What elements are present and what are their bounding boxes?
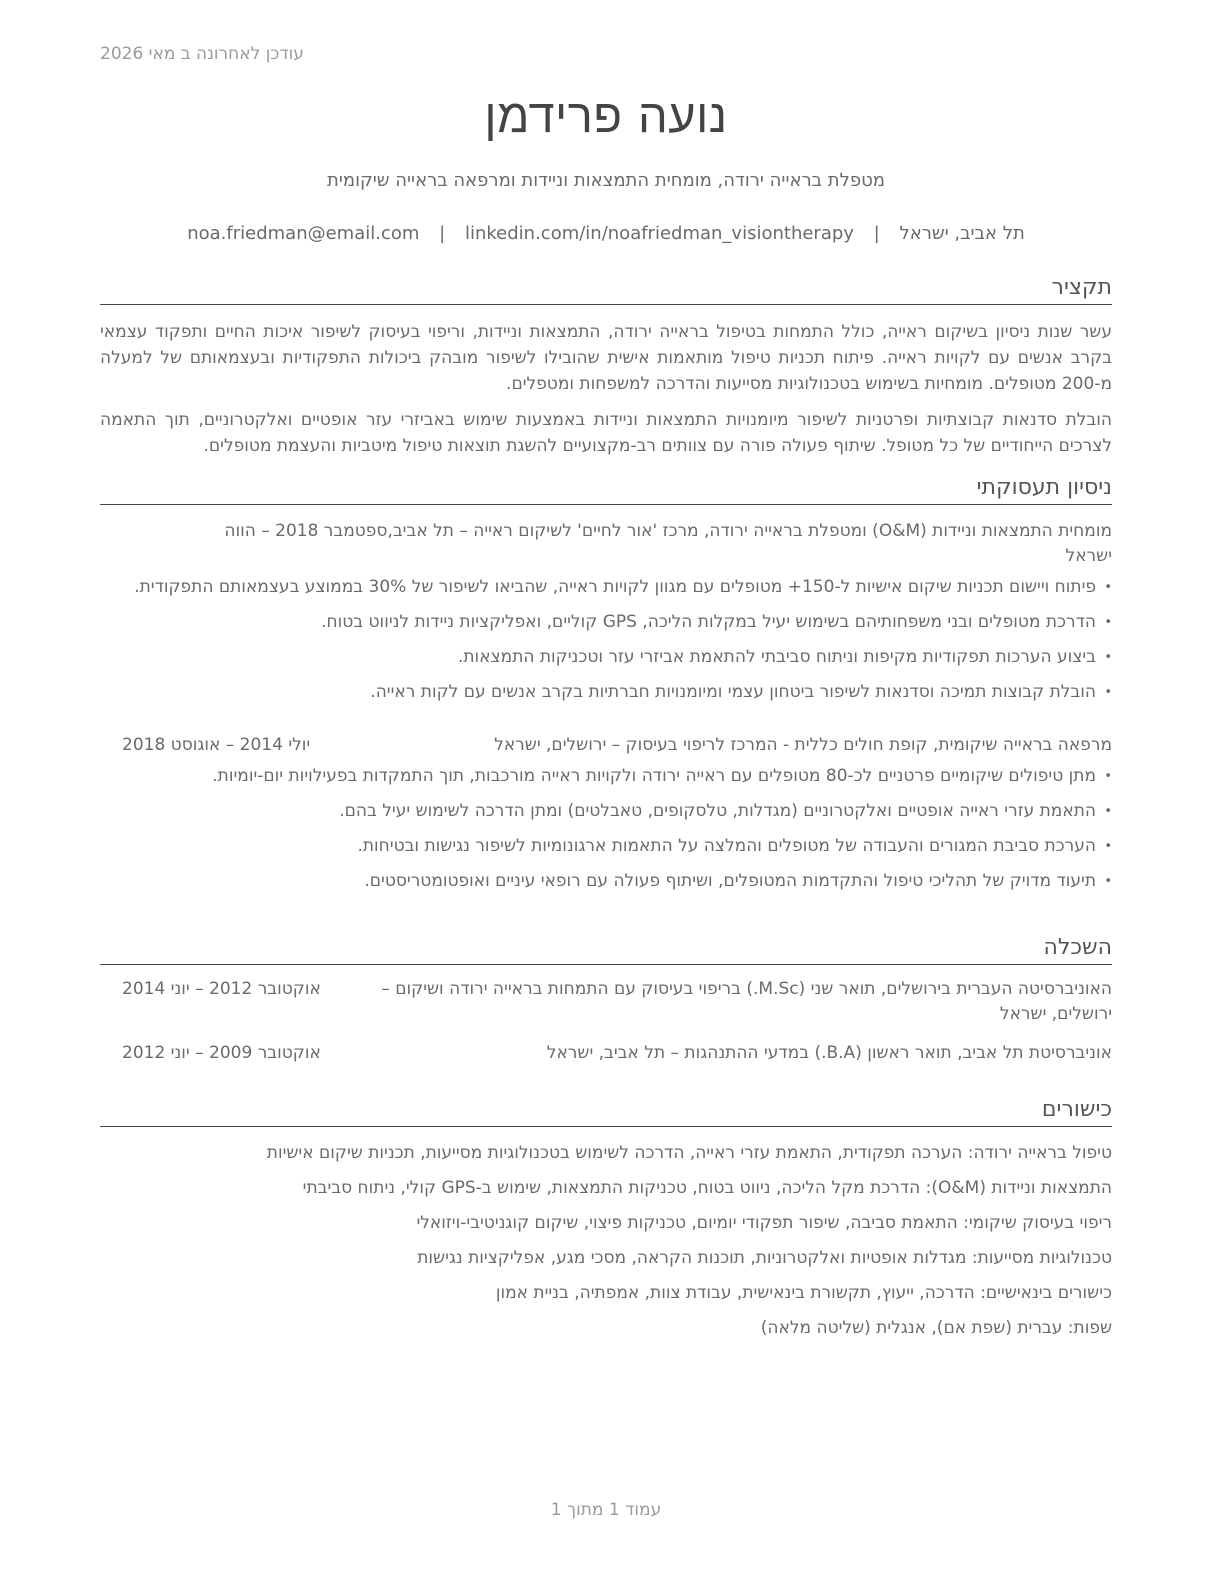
location: תל אביב, ישראל bbox=[899, 223, 1025, 244]
job-entry bbox=[100, 733, 1112, 894]
job-heading-location: ישראל bbox=[1065, 546, 1112, 566]
professional-title: מטפלת בראייה ירודה, מומחית התמצאות וניידות ומרפאה בראייה שיקומית bbox=[327, 170, 885, 191]
linkedin-link[interactable]: linkedin.com/in/noafriedman_visiontherapy bbox=[464, 223, 854, 244]
email-link[interactable]: noa.friedman@email.com bbox=[187, 223, 420, 244]
candidate-name: נועה פרידמן bbox=[484, 89, 728, 144]
last-updated: עודכן לאחרונה ב מאי 2026 bbox=[100, 44, 304, 64]
job-bullet: • מתן טיפולים שיקומיים פרטניים לכ-80 מטופלים עם ראייה ירודה ולקויות ראייה מורכבות, תוך התמקדות בפעילויות יום-יומיות. bbox=[100, 764, 1112, 789]
separator: | bbox=[873, 223, 880, 244]
section-title-education: השכלה bbox=[100, 934, 1112, 965]
job-entry bbox=[100, 519, 1112, 705]
skill-line: טכנולוגיות מסייעות: מגדלות אופטיות ואלקטרוניות, תוכנות הקראה, מסכי מגע, אפליקציות נגישות bbox=[417, 1248, 1112, 1268]
education-dates: אוקטובר 2012 – יוני 2014 bbox=[122, 979, 321, 999]
job-title: מרפאה בראייה שיקומית, קופת חולים כללית - המרכז לריפוי בעיסוק – ירושלים, ישראל bbox=[494, 735, 1112, 755]
resume-page bbox=[100, 0, 1112, 1584]
job-bullets bbox=[100, 575, 1112, 705]
education-dates: אוקטובר 2009 – יוני 2012 bbox=[122, 1043, 321, 1063]
section-title-summary: תקציר bbox=[100, 274, 1112, 305]
experience-section bbox=[100, 474, 1112, 894]
summary-paragraph: עשר שנות ניסיון בשיקום ראייה, כולל התמחות בטיפול בראייה ירודה, התמצאות וניידות, וריפוי בעיסוק לשיפור איכות החיים ותפקוד עצמאי בקרב אנשים עם לקויות ראייה. פיתוח תכניות טיפול מותאמות אישית שהובילו לשיפור מובהק ביכולות התפקודיות ובעצמאותם של למעלה מ-200 מטופלים. מומחיות בשימוש בטכנולוגיות מסייעות והדרכה למשפחות ומטפלים. bbox=[100, 322, 1112, 394]
job-bullet: • הדרכת מטופלים ובני משפחותיהם בשימוש יעיל במקלות הליכה, GPS קוליים, ואפליקציות ניידות לניווט בטוח. bbox=[100, 610, 1112, 635]
education-entry bbox=[100, 977, 1112, 1027]
education-section bbox=[100, 934, 1112, 1066]
summary-section bbox=[100, 274, 1112, 459]
section-title-experience: ניסיון תעסוקתי bbox=[100, 474, 1112, 505]
job-heading-row bbox=[100, 733, 1112, 758]
skill-line: טיפול בראייה ירודה: הערכה תפקודית, התאמת עזרי ראייה, הדרכה לשימוש בטכנולוגיות מסייעות, תכניות שיקום אישיות bbox=[266, 1143, 1112, 1163]
job-bullet: • פיתוח ויישום תכניות שיקום אישיות ל-150+ מטופלים עם מגוון לקויות ראייה, שהביאו לשיפור של 30% בממוצע בעצמאותם התפקודית. bbox=[100, 575, 1112, 600]
job-bullet: • הערכת סביבת המגורים והעבודה של מטופלים והמלצה על התאמות ארגונומיות לשיפור נגישות ובטיחות. bbox=[100, 834, 1112, 859]
skill-line: שפות: עברית (שפת אם), אנגלית (שליטה מלאה) bbox=[760, 1318, 1112, 1338]
job-dates: יולי 2014 – אוגוסט 2018 bbox=[122, 735, 311, 755]
education-entry bbox=[100, 1041, 1112, 1066]
job-bullet: • ביצוע הערכות תפקודיות מקיפות וניתוח סביבתי להתאמת אביזרי עזר וטכניקות התמצאות. bbox=[100, 645, 1112, 670]
education-title: אוניברסיטת תל אביב, תואר ראשון (B.A.) במדעי ההתנהגות – תל אביב, ישראל bbox=[546, 1043, 1112, 1063]
summary-paragraph: הובלת סדנאות קבוצתיות ופרטניות לשיפור מיומנויות התמצאות וניידות באמצעות שימוש באביזרי עזר אופטיים ואלקטרוניים, תוך התאמה לצרכים הייחודיים של כל מטופל. שיתוף פעולה פורה עם צוותים רב-מקצועיים להשגת תוצאות טיפול מיטביות והעצמת מטופלים. bbox=[100, 410, 1112, 456]
skill-line: ריפוי בעיסוק שיקומי: התאמת סביבה, שיפור תפקודי יומיום, טכניקות פיצוי, שיקום קוגניטיבי-ויזואלי bbox=[416, 1213, 1112, 1233]
skill-line: התמצאות וניידות (O&M): הדרכת מקל הליכה, ניווט בטוח, טכניקות התמצאות, שימוש ב-GPS קולי, ניתוח סביבתי bbox=[302, 1178, 1112, 1198]
job-bullet: • הובלת קבוצות תמיכה וסדנאות לשיפור ביטחון עצמי ומיומנויות חברתיות בקרב אנשים עם לקות ראייה. bbox=[100, 680, 1112, 705]
page-number: עמוד 1 מתוך 1 bbox=[550, 1500, 662, 1520]
education-title: האוניברסיטה העברית בירושלים, תואר שני (M.Sc.) בריפוי בעיסוק עם התמחות בראייה ירודה ושיקום – ירושלים, ישראל bbox=[381, 979, 1112, 1024]
job-bullet: • התאמת עזרי ראייה אופטיים ואלקטרוניים (מגדלות, טלסקופים, טאבלטים) ומתן הדרכה לשימוש יעיל בהם. bbox=[100, 799, 1112, 824]
skill-line: כישורים בינאישיים: הדרכה, ייעוץ, תקשורת בינאישית, עבודת צוות, אמפתיה, בניית אמון bbox=[495, 1283, 1112, 1303]
job-bullet: • תיעוד מדויק של תהליכי טיפול והתקדמות המטופלים, ושיתוף פעולה עם רופאי עיניים ואופטומטריסטים. bbox=[100, 869, 1112, 894]
section-title-skills: כישורים bbox=[100, 1096, 1112, 1127]
skills-section bbox=[100, 1096, 1112, 1341]
separator: | bbox=[439, 223, 446, 244]
job-heading: מומחית התמצאות וניידות (O&M) ומטפלת בראייה ירודה, מרכז 'אור לחיים' לשיקום ראייה – תל אביב,ספטמבר 2018 – הווה bbox=[224, 521, 1112, 541]
contact-line bbox=[100, 223, 1112, 244]
job-bullets bbox=[100, 764, 1112, 894]
